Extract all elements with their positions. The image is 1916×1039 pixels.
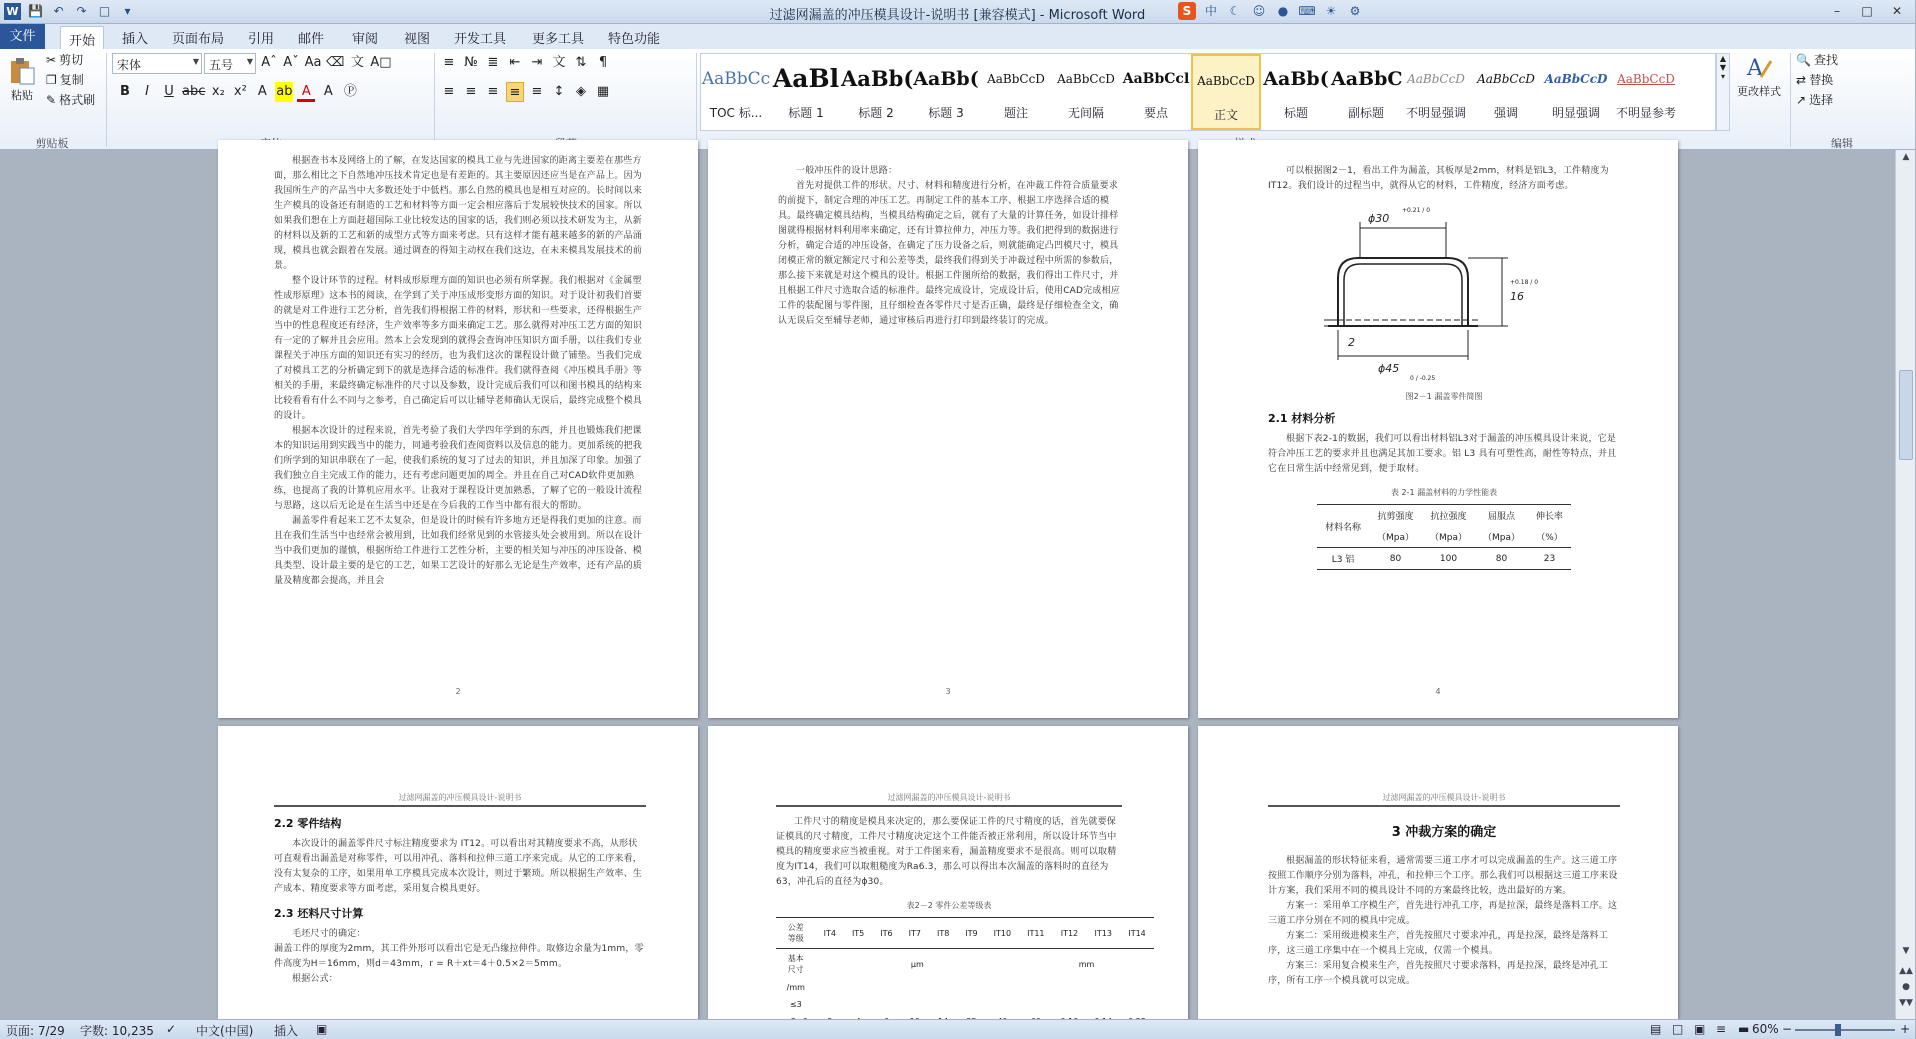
align-right-icon[interactable]: ≡ [487,84,499,99]
chevron-down-icon: ▼ [246,57,253,66]
zoom-out-icon[interactable]: − [1782,1022,1793,1036]
select-label: 选择 [1809,93,1834,107]
superscript-icon[interactable]: x² [233,84,247,99]
table-row [776,979,1154,996]
dim-left: 2 [1348,336,1355,349]
table-cell [816,996,1154,1013]
sogou-ime-icon[interactable]: S [1178,2,1196,20]
part-drawing [1268,200,1620,385]
redo-icon[interactable]: ↷ [76,4,87,18]
bold-icon[interactable]: B [120,84,130,99]
table-header-row [776,918,1154,949]
table-header: IT4 [823,928,836,938]
ime-tools-icon[interactable]: ⚙ [1349,4,1361,18]
table-cell: /mm [786,983,805,992]
borders-icon[interactable]: ▦ [596,84,610,99]
paste-icon [6,55,38,87]
cut-button[interactable] [46,51,83,68]
table-cell: 100 [1439,553,1458,564]
scrollbar-thumb[interactable] [1899,370,1913,460]
material-table [1317,504,1571,570]
word-app-icon[interactable]: W [4,3,21,20]
close-icon[interactable]: ✕ [1891,4,1903,18]
table-caption: 表2－2 零件公差等级表 [906,901,992,910]
table-header: IT8 [936,928,950,938]
draft-view-icon[interactable]: ▬ [1738,1022,1750,1036]
table-header: IT10 [993,928,1012,938]
maximize-icon[interactable]: □ [1861,4,1873,18]
table-header: 公差等级 [787,923,804,943]
save-icon[interactable]: 💾 [28,4,43,18]
sort-icon[interactable]: ⇅ [575,55,587,70]
style-preview: AaBbCcD [1544,72,1608,86]
table-header: IT12 [1060,928,1079,938]
style-name: 题注 [1003,106,1028,120]
vertical-scrollbar[interactable] [1895,150,1915,1019]
style-name: 副标题 [1347,106,1384,120]
page-number: 4 [1435,687,1441,696]
scissors-icon: ✂ [46,52,57,67]
style-name: 标题 [1283,106,1308,120]
select-button[interactable] [1796,91,1833,108]
cursor-icon: ↗ [1796,92,1807,107]
table-cell [816,979,1154,996]
ime-punct-icon[interactable]: ☾ [1229,4,1241,18]
style-name: 强调 [1493,106,1518,120]
window-controls [1823,1,1911,21]
brush-icon: ✎ [46,92,57,107]
justify-icon[interactable]: ≡ [506,82,524,102]
svg-text:A: A [1747,56,1763,81]
align-tools [440,82,612,102]
body-paragraph: 毛坯尺寸的确定： [292,929,366,939]
font-format-tools [116,82,359,102]
body-paragraph: 首先对提供工件的形状、尺寸、材料和精度进行分析，在冲裁工件符合质量要求的前提下，制定合理的冲压工艺。再制定工件的基本工序、根据工序选择合适的模具。最终确定模具结构，当模具结构确定之后，就有了大量的计算任务，如设计排样图就得根据材料利用率来确定，还有计算拉伸力，冲压力等。我们把得到的数据进行分析，确定合适的冲压设备，在确定了压力设备之后，则就能确定凸凹模尺寸，模具闭模正常的额定额定尺寸和公差等类，最终我们得到关于冲裁过程中所需的参数后，那么接下来就是对这个模具的设计。根据工件图所给的数据，我们得出工件尺寸，并且根据工件尺寸选取合适的标准件。最终完成设计，完成设计后，使用CAD完成相应工件的装配图与零件图，且仔细检查各零件尺寸是否正确，最终是仔细检查全文，确认无误后交至辅导老师，通过审核后再进行打印到最终装订的完成。 [778,181,1120,326]
next-page-icon[interactable]: ▼▼ [1899,998,1913,1008]
grow-font-icon[interactable]: Aˆ [261,55,277,70]
copy-icon: ❐ [46,72,57,87]
page-header: 过滤网漏盖的冲压模具设计-说明书 [776,792,1122,807]
styles-gallery-scroll[interactable]: ▲ ▼ ▾ [1716,53,1730,131]
spell-check-icon[interactable]: ✓ [166,1022,177,1036]
table-unit: （Mpa） [1430,533,1467,543]
copy-button[interactable] [46,71,84,88]
tab-view[interactable]: 视图 [404,32,431,47]
style-title[interactable] [1261,54,1331,130]
ribbon-separator [1790,53,1791,147]
prev-page-icon[interactable]: ▲▲ [1899,966,1913,976]
table-header: 伸长率 [1536,512,1564,522]
style-preview: AaBl [772,64,840,93]
clear-format-icon[interactable]: ⌫ [326,55,345,70]
body-paragraph: 漏盖零件看起来工艺不太复杂，但是设计的时候有许多地方还是得我们更加的注意。而且在我们生活当中也经常会被用到，比如我们经常见到的水管接头处会被用到。所以在设计当中我们更加的谨慎，根据所给工件进行工艺性分析，主要的相关知与冲压的冲压设备、模具类型、设计最主要的是它的工艺，如果工艺设计的好那么无论是生产效率，还有产品的质量及精度都会提高，并且会 [274,516,643,586]
style-preview: AaBbCcD [1197,74,1255,88]
style-name: 标题 1 [788,106,824,120]
body-paragraph: 整个设计环节的过程。材料成形原理方面的知识也必须有所掌握。我们根据对《金属塑性成形原理》这本书的阅读，在学到了关于冲压成形变形方面的知识。对于设计初我们首要的就是对工件进行工艺分析，首先我们得根据工件的材料，形状和一些要求，还得根据生产当中的性息程度还有经济，生产效率等多方面来确定工艺。那么就得对冲压工艺方面的知识有一定的了解并且会应用。然本上会发现到的就得会查询冲压知识方面手册，以往我们专业课程关于冲压方面的知识还有实习的经历，也为我们这次的课程设计做了铺垫。当我们完成了对模具工艺的分析确定到下的就是选择合适的标准件。我们就得查阅《冲压模具手册》等相关的手册，来最终确定标准件的尺寸以及参数，设计完成后我们可以和图书模具的结构来比较看看有什么不同与之参考，自己确定后可以让辅导老师确认无误后，最终完成整个模具的设计。 [274,276,643,421]
paste-label: 粘贴 [11,89,33,102]
document-page[interactable] [708,726,1188,1026]
style-preview: AaBbCcD [1617,72,1675,86]
table-unit: （Mpa） [1377,533,1414,543]
body-paragraph: 一般冲压件的设计思路： [796,166,898,176]
outline-view-icon[interactable]: ≡ [1716,1022,1727,1036]
body-paragraph: 根据本次设计的过程来说，首先考验了我们大学四年学到的东西，并且也锻炼我们把课本的知识运用到实践当中的能力，同通考验我们查阅资料以及信息的能力。更加系统的把我们所学到的知识串联在了一起，使我们系统的复习了过去的知识，并且加深了印象。加强了我们独立自主完成工作的能力，还有考虑问题更加的周全。并且在自己对CAD软件更加熟练，也提高了我的计算机应用水平。让我对于课程设计更加熟悉，了解了它的一般设计流程与思路，这以后无论是在生活当中还是在今后我的工作当中都有很大的帮助。 [274,426,643,511]
body-paragraph: 根据下表2-1的数据，我们可以看出材料铝L3对于漏盖的冲压模具设计来说，它是符合冲压工艺的要求并且也满足其加工要求。铝 L3 具有可塑性高，耐性等特点，并且它在日常生活中经常见到，便于取材。 [1268,434,1617,474]
cut-label: 剪切 [59,53,84,67]
enclose-char-icon[interactable]: Ⓟ [343,84,357,99]
full-screen-reading-icon[interactable]: □ [1672,1022,1684,1036]
body-paragraph: 根据漏盖的形状特征来看，通常需要三道工序才可以完成漏盖的生产。这三道工序按照工作顺序分别为落料，冲孔，和拉伸三个工序。那么我们可以根据这三道工序来设计方案，我们采用不同的模具设计不同的方案最终比较，选出最好的方案。 [1268,856,1618,896]
font-name-value: 宋体 [117,58,142,72]
increase-indent-icon[interactable]: ⇥ [531,55,543,70]
language-indicator[interactable]: 中文(中国) [196,1024,254,1038]
font-size-value: 五号 [209,58,234,72]
body-paragraph: 工件尺寸的精度是模具来决定的，那么要保证工件的尺寸精度的话，首先就要保证模具的尺寸精度，工件尺寸精度决定这个工件能否被正常利用，所以设计环节当中模具的精度要求应当被重视。对于工件图来看，漏盖精度要求不是很高。则可以取精度为IT14，我们可以取粗糙度为Ra6.3，那么可以得出本次漏盖的落料时的直径为63，冲孔后的直径为ϕ30。 [776,817,1117,887]
format-painter-label: 格式刷 [59,93,96,107]
table-header: 材料名称 [1324,522,1361,533]
ime-toolbar [1178,2,1364,20]
body-paragraph: 方案一：采用单工序模生产，首先进行冲孔工序，再是拉深，最终是落料工序。这三道工序分别在不同的模具中完成。 [1268,901,1618,926]
decrease-indent-icon[interactable]: ⇤ [509,55,521,70]
intro-paragraph: 可以根据图2－1，看出工件为漏盖，其板厚是2mm，材料是铝L3，工件精度为IT12。我们设计的过程当中，就得从它的材料，工件精度，经济方面考虑。 [1268,166,1609,191]
dim-top-tol: +0.21 / 0 [1402,207,1431,214]
style-toc[interactable] [701,54,771,130]
page-number: 3 [945,687,951,696]
tab-references[interactable]: 引用 [248,32,275,47]
replace-label: 替换 [1809,73,1834,87]
table-header: 抗拉强度 [1430,512,1467,522]
strikethrough-icon[interactable]: abc [182,84,206,99]
font-name-combo[interactable] [112,53,202,74]
style-name: 要点 [1143,106,1168,120]
ime-chinese-icon[interactable]: 中 [1204,4,1217,18]
section-heading: 2.1 材料分析 [1268,412,1336,425]
dim-right-tol: +0.18 / 0 [1510,279,1539,286]
insert-mode[interactable]: 插入 [274,1024,299,1038]
table-header: 抗剪强度 [1377,512,1414,522]
window-title: 过滤网漏盖的冲压模具设计-说明书 [兼容模式] - Microsoft Word [769,8,1146,23]
table-header: 屈服点 [1487,512,1515,522]
style-preview: AaBbCcD [1407,72,1465,86]
style-subtitle[interactable] [1331,54,1401,130]
align-center-icon[interactable]: ≡ [465,84,477,99]
change-styles-button[interactable] [1732,51,1786,99]
table-header: IT7 [908,928,921,938]
document-page[interactable] [218,140,698,718]
section-heading: 2.3 坯料尺寸计算 [274,907,364,920]
dim-bottom-tol: 0 / -0.25 [1410,375,1436,382]
document-page[interactable] [218,726,698,1026]
line-spacing-icon[interactable]: ↕ [553,84,565,99]
show-marks-icon[interactable]: ¶ [598,55,608,70]
table-header: IT5 [851,928,865,938]
document-page[interactable] [1198,140,1678,718]
style-preview: AaBbCcD [1477,72,1535,86]
qat-customize-icon[interactable]: ▾ [124,4,131,18]
dim-top: ϕ30 [1368,212,1390,225]
ime-keyboard-icon[interactable]: ⌨ [1298,4,1316,18]
tolerance-table [776,917,1154,1030]
style-preview: AaBbCcD [1057,72,1115,86]
bullets-icon[interactable]: ≡ [443,55,455,70]
ime-voice-icon[interactable]: ● [1277,4,1289,18]
text-effects-icon[interactable]: A [257,84,267,99]
figure-caption: 图2－1 漏盖零件简图 [1405,392,1483,401]
page-count[interactable]: 页面: 7/29 [6,1024,65,1038]
style-heading-1[interactable] [771,54,841,130]
dim-bottom: ϕ45 [1378,362,1400,375]
table-row [1317,548,1571,570]
tab-home[interactable]: 开始 [60,26,104,49]
style-name: 不明显强调 [1405,106,1466,120]
subscript-icon[interactable]: x₂ [211,84,225,99]
tab-special-features[interactable]: 特色功能 [608,32,661,47]
multilevel-list-icon[interactable]: ≣ [487,55,499,70]
binoculars-icon: 🔍 [1796,52,1811,67]
table-cell: μm [910,959,924,969]
minimize-icon[interactable]: – [1834,4,1840,18]
dim-right: 16 [1510,290,1524,303]
tab-developer[interactable]: 开发工具 [454,32,507,47]
web-layout-icon[interactable]: ▣ [1694,1022,1706,1036]
table-cell: 80 [1389,553,1402,564]
style-name: 标题 3 [928,106,964,120]
style-preview: AaBbC [1331,68,1403,90]
table-cell: 80 [1495,553,1508,564]
table-unit: （%） [1536,533,1563,543]
shrink-font-icon[interactable]: Aˇ [283,55,299,70]
underline-icon[interactable]: U [164,84,174,99]
style-normal[interactable] [1191,54,1261,130]
style-preview: AaBbCcl [1122,71,1190,87]
change-case-icon[interactable]: Aa [304,55,322,70]
find-button[interactable] [1796,51,1838,68]
macro-record-icon[interactable]: ▣ [316,1022,328,1036]
document-area[interactable] [0,150,1895,1019]
scroll-down-icon[interactable]: ▼ [1902,946,1910,956]
copy-label: 复制 [59,73,84,87]
zoom-level[interactable]: 60% [1752,1022,1779,1036]
style-preview: AaBb( [1263,68,1329,90]
ribbon [0,49,1915,150]
style-name: 不明显参考 [1615,106,1676,120]
find-label: 查找 [1813,53,1838,67]
body-paragraph: 根据公式： [292,974,339,984]
table-header-row [1317,505,1571,527]
list-tools [440,53,612,73]
table-row [776,949,1154,980]
table-row [776,996,1154,1013]
tab-more-tools[interactable]: 更多工具 [532,32,585,47]
section-heading: 2.2 零件结构 [274,817,342,830]
style-heading-2[interactable] [841,54,914,130]
chinese-layout-icon[interactable]: 文 [552,55,566,70]
zoom-slider[interactable] [1795,1029,1895,1031]
body-paragraph: 漏盖工件的厚度为2mm，其工件外形可以看出它是无凸缘拉伸件。取修边余量为1mm，零件高度为H＝16mm，则d＝43mm，r = R＋xt＝4＋0.5×2＝5mm。 [274,944,644,969]
table-header: IT13 [1094,928,1112,938]
clipboard-group-label: 剪贴板 [35,137,69,150]
page-number: 2 [455,687,461,696]
change-styles-label: 更改样式 [1737,85,1781,98]
style-preview: AaBbCcD [987,72,1045,86]
style-emphasis[interactable] [1471,54,1541,130]
print-layout-icon[interactable]: ▤ [1650,1022,1662,1036]
format-painter-button[interactable] [46,91,95,108]
style-name: 无间隔 [1067,106,1104,120]
align-left-icon[interactable]: ≡ [443,84,455,99]
new-doc-icon[interactable]: □ [98,4,111,18]
style-intense-emphasis[interactable] [1541,54,1611,130]
italic-icon[interactable]: I [145,84,149,99]
table-cell: 23 [1543,553,1556,564]
ribbon-separator [696,53,697,147]
table-header: IT9 [965,928,978,938]
style-subtle-reference[interactable] [1611,54,1681,130]
ribbon-separator [434,53,435,147]
distributed-icon[interactable]: ≡ [531,84,543,99]
table-cell: ≤3 [789,1000,802,1009]
scroll-up-icon[interactable]: ▲ [1902,152,1910,162]
char-shading-icon[interactable]: A [323,84,333,99]
tab-insert[interactable]: 插入 [122,32,149,47]
body-paragraph: 方案三：采用复合模来生产，首先按照尺寸要求落料，再是拉深，最终是冲孔工序，所有工序一个模具就可以完成。 [1268,961,1609,986]
tab-review[interactable]: 审阅 [352,32,379,47]
style-subtle-emphasis[interactable] [1401,54,1471,130]
document-page[interactable] [1198,726,1678,1026]
status-bar [0,1019,1915,1039]
table-cell: 基本尺寸 [787,954,804,974]
word-count[interactable]: 字数: 10,235 [80,1024,154,1038]
table-unit: （Mpa） [1483,533,1520,543]
table-caption: 表 2-1 漏盖材料的力学性能表 [1390,488,1498,497]
font-size-combo[interactable] [204,53,256,74]
browse-object-icon[interactable]: ● [1902,982,1910,992]
table-cell: L3 铝 [1331,555,1355,565]
chevron-down-icon: ▼ [192,57,199,66]
table-header: IT11 [1027,928,1045,938]
style-no-spacing[interactable] [1051,54,1121,130]
body-paragraph: 本次设计的漏盖零件尺寸标注精度要求为 IT12。可以看出对其精度要求不高，从形状可直观看出漏盖是对称零件，可以用冲孔、落料和拉伸三道工序来完成。从它的工序来看，没有太复杂的工序，如果用单工序模具完成本次设计，则过于繁琐。所以根据生产效率、生产成本、精度要求等方面考虑，采用复合模具更好。 [274,839,643,894]
style-name: 标题 2 [858,106,894,120]
style-name: 正文 [1213,108,1238,122]
chapter-title: 3 冲裁方案的确定 [1391,825,1497,840]
zoom-slider-thumb[interactable] [1835,1024,1841,1036]
table-header: IT14 [1128,928,1146,938]
zoom-in-icon[interactable]: + [1900,1022,1911,1036]
tab-mailings[interactable]: 邮件 [298,32,325,47]
editing-group-label: 编辑 [1831,137,1853,150]
style-name: 明显强调 [1551,106,1600,120]
pinyin-icon[interactable]: 文 [350,55,364,70]
style-name: TOC 标... [709,106,763,120]
style-caption[interactable] [981,54,1051,130]
undo-icon[interactable]: ↶ [53,4,64,18]
style-heading-3[interactable] [911,54,981,130]
body-paragraph: 根据查书本及网络上的了解，在发达国家的模具工业与先进国家的距离主要差在那些方面，那么相比之下自然地冲压技术肯定也是有差距的。其主要原因还应当是在产品上。因为我国所生产的产品当中大多数还处于中低档。那么自然的模具也是相互对应的。长时间以来生产模具的设备还有制造的工艺和材料等方面一定会相应落后于发展较快技术的国家。所以如果我们想在上方面赶超国际工业比较发达的国家的话，我们则必须以技术研发为主，从新的材料以及新的工艺和新的成型方式等方面来考虑。只有这样才能有越来越多的新的产品涌现，模具也就会跟着在发展。通过调查的得知主动权在我们这边，在未来模具发展技术的前景。 [274,156,643,271]
shading-icon[interactable]: ◈ [576,84,586,99]
styles-gallery [700,53,1716,131]
document-page[interactable] [708,140,1188,718]
ribbon-separator [106,53,107,147]
font-size-tools [260,53,392,73]
page-header: 过滤网漏盖的冲压模具设计-说明书 [274,792,646,807]
style-preview: AaBbCc [701,69,771,89]
table-header: IT6 [880,928,893,938]
table-cell: mm [1078,959,1095,969]
style-preview: AaBb( [913,68,979,90]
numbering-icon[interactable]: № [464,55,478,70]
title-bar [0,0,1915,24]
replace-button[interactable] [1796,71,1833,88]
style-preview: AaBb( [841,66,914,91]
change-styles-icon [1743,51,1775,83]
ribbon-tabs [0,24,1915,49]
page-header: 过滤网漏盖的冲压模具设计-说明书 [1268,792,1620,807]
ime-skin-icon[interactable]: ☀ [1325,4,1337,18]
char-border-icon[interactable]: A□ [370,55,392,70]
body-paragraph: 方案二：采用级进模来生产，首先按照尺寸要求冲孔，再是拉深，最终是落料工序，这三道工序集中在一个模具上完成，仅需一个模具。 [1268,931,1609,956]
replace-icon: ⇄ [1796,72,1807,87]
paste-button[interactable] [4,55,40,103]
highlight-icon[interactable]: ab [275,82,293,102]
tab-page-layout[interactable]: 页面布局 [172,32,225,47]
tab-file[interactable]: 文件 [0,24,45,49]
style-key-point[interactable] [1121,54,1191,130]
ime-emoji-icon[interactable]: ☺ [1252,4,1266,18]
font-color-icon[interactable]: A [297,82,315,102]
